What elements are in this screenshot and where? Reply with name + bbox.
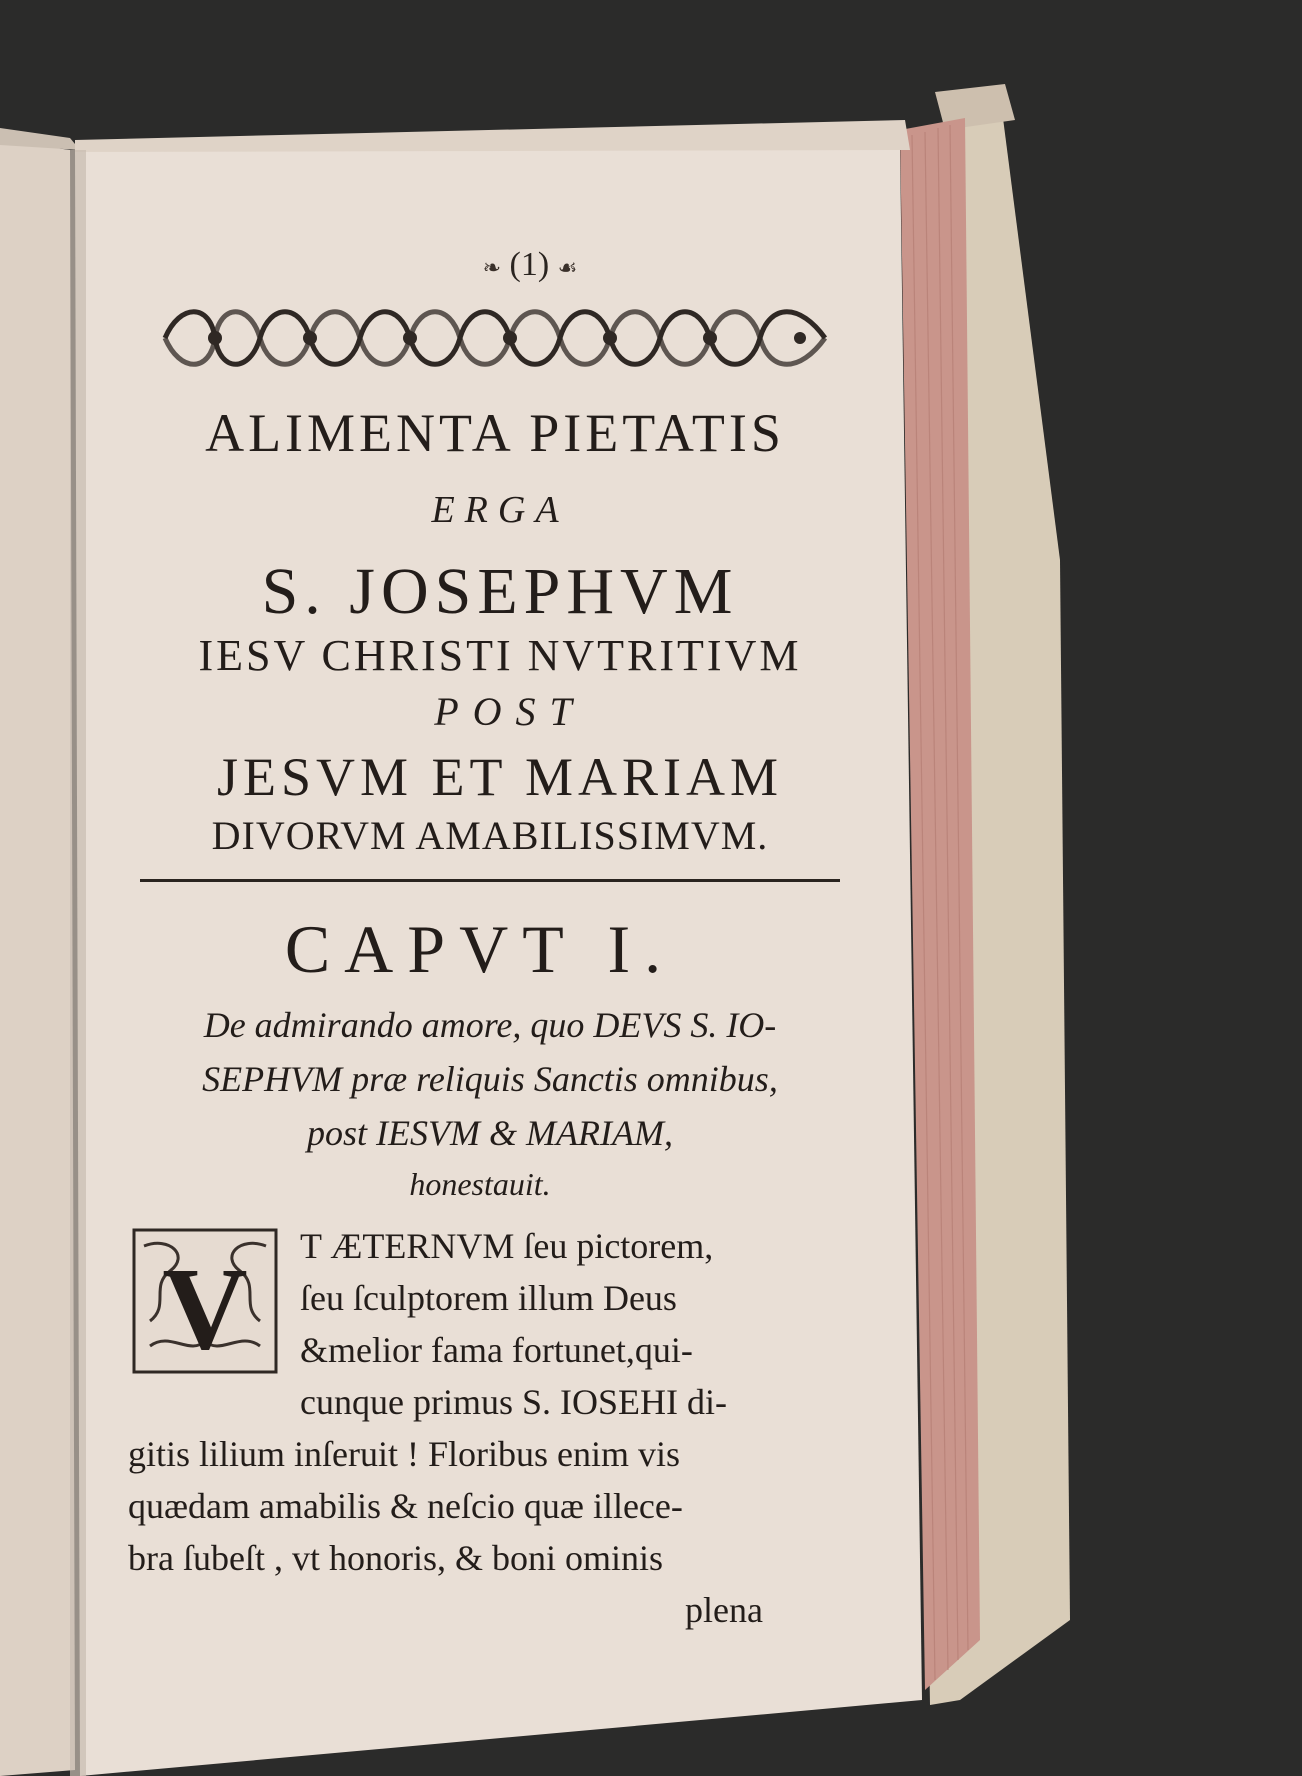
- title-line-3: S. JOSEPHVM: [261, 555, 739, 628]
- chapter-summary-line: SEPHVM præ reliquis Sanctis omnibus,: [202, 1059, 778, 1099]
- folio-ornament-left-icon: ❧: [482, 255, 502, 280]
- title-line-2: ERGA: [431, 489, 569, 531]
- chapter-summary-line: post IESVM & MARIAM,: [307, 1113, 673, 1153]
- chapter-summary-line: honestauit.: [409, 1166, 551, 1202]
- decorated-initial-icon: [130, 1226, 280, 1376]
- horizontal-rule: [140, 879, 840, 882]
- body-text-line: ſeu ſculptorem illum Deus: [300, 1278, 677, 1318]
- title-line-7: DIVORVM AMABILISSIMVM.: [211, 813, 769, 858]
- title-line-4: IESV CHRISTI NVTRITIVM: [198, 631, 802, 680]
- body-text-line: cunque primus S. IOSEHI di-: [300, 1382, 727, 1422]
- ornamental-headpiece-icon: [160, 298, 830, 378]
- gutter-shadow: [70, 150, 86, 1776]
- body-text-line: bra ſubeſt , vt honoris, & boni ominis: [128, 1538, 663, 1578]
- title-line-1: ALIMENTA PIETATIS: [205, 403, 785, 463]
- body-text-line: &melior fama fortunet,qui-: [300, 1330, 693, 1370]
- chapter-heading: CAPVT I.: [284, 911, 676, 987]
- chapter-summary-line: De admirando amore, quo DEVS S. IO-: [203, 1005, 777, 1045]
- body-text-line: T ÆTERNVM ſeu pictorem,: [300, 1226, 714, 1266]
- catchword: plena: [685, 1590, 763, 1630]
- left-page-edge: [0, 140, 75, 1776]
- folio-ornament-right-icon: ☙: [557, 255, 578, 280]
- folio-number: ❧ (1) ☙: [482, 246, 578, 283]
- body-text-line: quædam amabilis & neſcio quæ illece-: [128, 1486, 683, 1526]
- title-line-5: POST: [434, 689, 586, 734]
- title-line-6: JESVM ET MARIAM: [216, 747, 784, 807]
- drop-cap-letter: V: [162, 1243, 248, 1374]
- body-text-line: gitis lilium inſeruit ! Floribus enim vis: [128, 1434, 681, 1474]
